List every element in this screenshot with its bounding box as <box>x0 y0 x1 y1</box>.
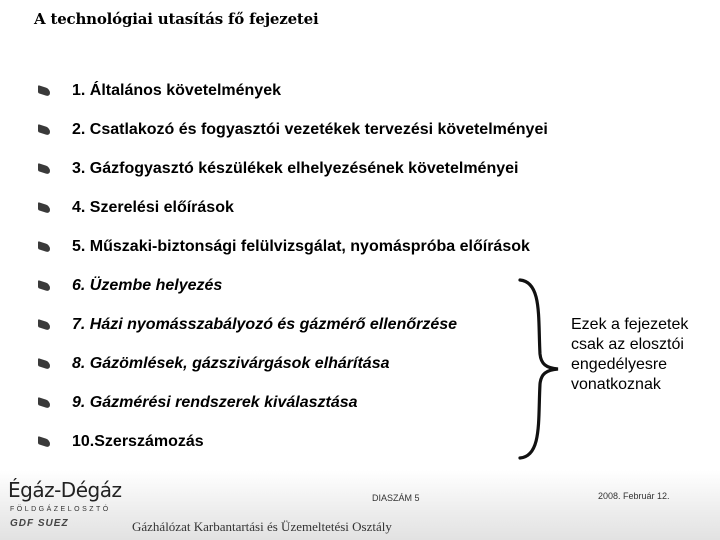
department-name: Gázhálózat Karbantartási és Üzemeltetési Osztály <box>132 519 392 534</box>
chapter-label: 9. Gázmérési rendszerek kiválasztása <box>72 394 358 411</box>
right-brace-icon <box>514 278 564 460</box>
chapter-label: 2. Csatlakozó és fogyasztói vezetékek tervezési követelményei <box>72 121 548 138</box>
scope-note: Ezek a fejezetek csak az elosztói engedélyesre vonatkoznak <box>571 316 689 393</box>
chapter-item-10 <box>38 429 204 455</box>
logo-brand: GDF SUEZ <box>10 518 69 529</box>
chapter-item-4 <box>38 195 234 221</box>
slide-number: DIASZÁM 5 <box>372 493 420 503</box>
bullet-icon <box>38 85 50 97</box>
chapter-item-9 <box>38 390 358 416</box>
chapter-label: 6. Üzembe helyezés <box>72 277 223 294</box>
bullet-icon <box>38 241 50 253</box>
chapter-item-5 <box>38 234 530 260</box>
logo-wordmark: Égáz-Dégáz <box>8 478 122 502</box>
chapter-item-7 <box>38 312 457 338</box>
bullet-icon <box>38 358 50 370</box>
chapter-item-6 <box>38 273 222 299</box>
chapter-label: 10.Szerszámozás <box>72 433 204 450</box>
chapter-label: 3. Gázfogyasztó készülékek elhelyezésének követelményei <box>72 160 519 177</box>
chapter-item-1 <box>38 78 281 104</box>
bullet-icon <box>38 436 50 448</box>
bullet-icon <box>38 319 50 331</box>
slide-date: 2008. Február 12. <box>598 491 670 501</box>
chapter-label: 8. Gázömlések, gázszivárgások elhárítása <box>72 355 390 372</box>
bullet-icon <box>38 124 50 136</box>
chapter-label: 1. Általános követelmények <box>72 82 281 99</box>
bullet-icon <box>38 202 50 214</box>
bullet-icon <box>38 397 50 409</box>
chapter-label: 7. Házi nyomásszabályozó és gázmérő ellenőrzése <box>72 316 458 333</box>
logo-subtitle: FÖLDGÁZELOSZTÓ <box>10 506 111 513</box>
chapter-item-3 <box>38 156 518 182</box>
slide-title: A technológiai utasítás fő fejezetei <box>34 10 319 28</box>
bullet-icon <box>38 280 50 292</box>
chapter-item-2 <box>38 117 548 143</box>
chapter-item-8 <box>38 351 390 377</box>
company-logo <box>8 476 120 536</box>
chapter-label: 5. Műszaki-biztonsági felülvizsgálat, nyomáspróba előírások <box>72 238 530 255</box>
bullet-icon <box>38 163 50 175</box>
chapter-label: 4. Szerelési előírások <box>72 199 234 216</box>
